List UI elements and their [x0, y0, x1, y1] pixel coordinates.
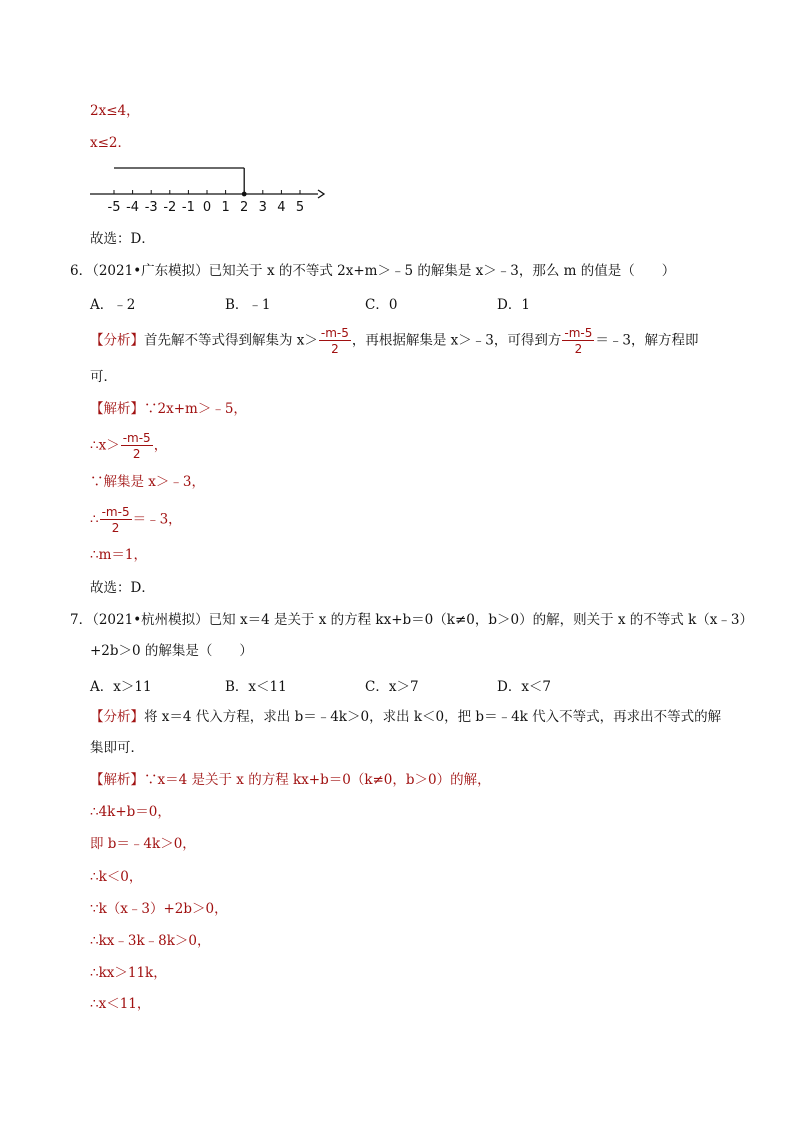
q7-choice-c: C．x＞7	[365, 679, 419, 695]
q7-solution-8: ∴x＜11，	[90, 996, 151, 1012]
number-line-tick-label: 3	[258, 200, 267, 215]
number-line-tick-label: -1	[181, 200, 195, 215]
number-line-tick-label: 2	[240, 200, 249, 215]
fraction-denominator: 2	[331, 342, 339, 356]
q6-choice-b: B．﹣1	[225, 297, 271, 313]
number-line-tick-label: -4	[126, 200, 140, 215]
fraction-numerator: -m-5	[320, 326, 349, 340]
fraction-denominator: 2	[132, 447, 141, 461]
q7-solution-6: ∴kx﹣3k﹣8k＞0，	[90, 933, 211, 949]
q7-choice-d: D．x＜7	[497, 679, 552, 695]
q6-analysis-text-b: ，再根据解集是 x＞﹣3，可得到方	[351, 332, 562, 349]
number-line-tick-label: -5	[107, 200, 121, 215]
fraction-numerator: -m-5	[122, 431, 151, 445]
q7-solution-3: 即 b＝﹣4k＞0，	[90, 836, 196, 852]
solution-step: ＝﹣3，	[132, 511, 182, 528]
q6-solution-1	[90, 400, 247, 418]
number-line-tick-label: -2	[163, 200, 177, 215]
solution-tag: 【解析】	[90, 401, 144, 417]
fraction-numerator: -m-5	[564, 326, 593, 340]
q7-choice-b: B．x＜11	[225, 679, 287, 695]
number-line-tick-label: 1	[221, 200, 230, 215]
q7-choice-a: A．x＞11	[90, 679, 152, 695]
analysis-tag: 【分析】	[90, 332, 144, 349]
number-line-tick-label: 4	[277, 200, 286, 215]
q7-solution-1	[90, 771, 491, 789]
solution-step: ∵2x+m＞﹣5，	[144, 401, 247, 417]
fraction	[319, 326, 351, 356]
solution-step: ∴x＞	[90, 437, 120, 454]
number-line-tick-label: -3	[144, 200, 158, 215]
q7-solution-4: ∴k＜0，	[90, 869, 143, 885]
q6-choice-c: C．0	[365, 297, 398, 313]
fraction	[562, 326, 594, 356]
fraction	[100, 505, 132, 535]
fraction-denominator: 2	[111, 521, 120, 535]
q6-solution-2	[90, 431, 167, 461]
analysis-tag: 【分析】	[90, 709, 144, 725]
fraction	[121, 431, 153, 461]
q6-analysis-text-c: ＝﹣3，解方程即	[595, 332, 699, 349]
q6-analysis-text-a: 首先解不等式得到解集为 x＞	[144, 332, 318, 349]
fraction-numerator: -m-5	[101, 505, 130, 519]
answer-previous: 故选：D．	[90, 231, 155, 247]
q6-solution-5: ∴m＝1，	[90, 547, 147, 563]
q6-solution-6: 故选：D．	[90, 580, 155, 596]
q6-solution-3: ∵解集是 x＞﹣3，	[90, 474, 205, 490]
q6-analysis	[90, 326, 698, 356]
solution-step: ，	[153, 437, 168, 454]
q7-analysis-text: 将 x＝4 代入方程，求出 b＝﹣4k＞0，求出 k＜0，把 b＝﹣4k 代入不等式，再求出不等式的解	[144, 709, 722, 725]
number-line	[88, 160, 348, 216]
number-line-arrow	[318, 190, 324, 198]
number-line-tick-label: 0	[202, 200, 212, 215]
solution-boundary-point	[242, 192, 247, 197]
q7-analysis-cont: 集即可．	[90, 740, 144, 756]
solution-tag: 【解析】	[90, 772, 144, 788]
number-line-tick-label: 5	[295, 200, 305, 215]
step-x-le-2: x≤2．	[90, 135, 132, 151]
solution-step: ∵x＝4 是关于 x 的方程 kx+b＝0（k≠0，b＞0）的解，	[144, 772, 491, 788]
q6-analysis-cont: 可．	[90, 369, 117, 385]
q7-stem-1: 7．（2021•杭州模拟）已知 x＝4 是关于 x 的方程 kx+b＝0（k≠0，b＞0）的解，则关于 x 的不等式 k（x﹣3）	[70, 612, 753, 628]
q7-stem-2: +2b＞0 的解集是（ ）	[90, 643, 253, 659]
q6-solution-4	[90, 505, 182, 535]
step-2x-le-4: 2x≤4，	[90, 103, 140, 119]
q6-stem: 6．（2021•广东模拟）已知关于 x 的不等式 2x+m＞﹣5 的解集是 x＞﹣3，那么 m 的值是（ ）	[70, 263, 676, 279]
fraction-denominator: 2	[574, 342, 583, 356]
q7-solution-7: ∴kx＞11k，	[90, 965, 167, 981]
solution-step: ∴	[90, 511, 99, 528]
q7-solution-2: ∴4k+b＝0，	[90, 804, 171, 820]
q6-choice-a: A．﹣2	[90, 297, 136, 313]
q7-solution-5: ∵k（x﹣3）+2b＞0，	[90, 901, 228, 917]
q7-analysis	[90, 708, 721, 726]
q6-choice-d: D．1	[497, 297, 530, 313]
